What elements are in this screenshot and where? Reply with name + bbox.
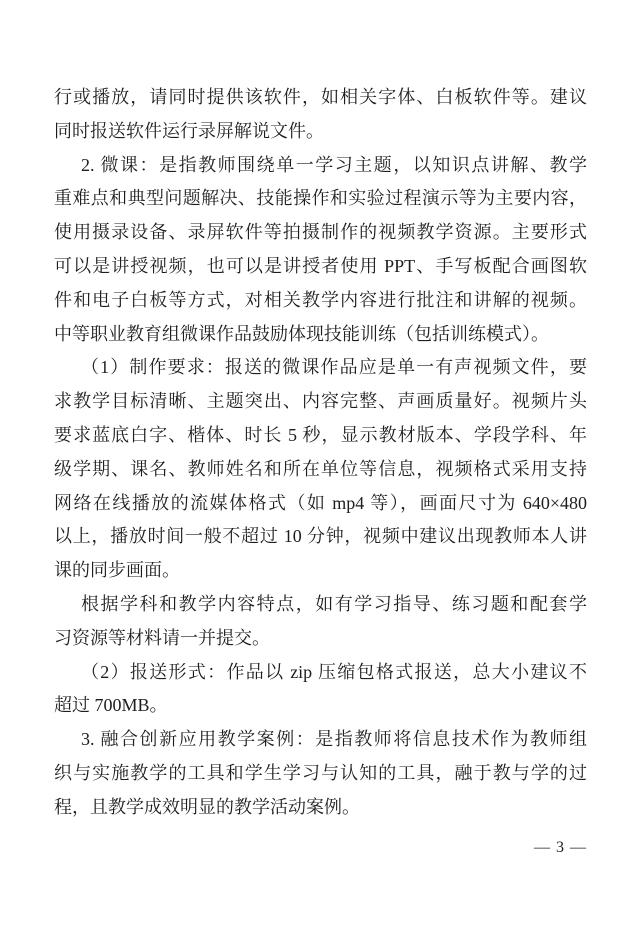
text-line: 件和电子白板等方式，对相关教学内容进行批注和讲解的视频。 [54, 289, 587, 310]
text-line: （1）制作要求：报送的微课作品应是单一有声视频文件，要 [81, 357, 587, 378]
text-line: 2. 微课：是指教师围绕单一学习主题，以知识点讲解、教学 [81, 154, 587, 175]
text-line: 级学期、课名、教师姓名和所在单位等信息，视频格式采用支持 [54, 458, 587, 479]
text-line: 课的同步画面。 [54, 560, 180, 581]
text-line: 习资源等材料请一并提交。 [54, 627, 270, 648]
text-line: 织与实施教学的工具和学生学习与认知的工具，融于教与学的过 [54, 762, 587, 783]
text-line: 以上，播放时间一般不超过 10 分钟，视频中建议出现教师本人讲 [54, 526, 587, 547]
text-line: 根据学科和教学内容特点，如有学习指导、练习题和配套学 [81, 593, 587, 614]
text-line: 使用摄录设备、录屏软件等拍摄制作的视频教学资源。主要形式 [54, 222, 587, 243]
text-line: 求教学目标清晰、主题突出、内容完整、声画质量好。视频片头 [54, 391, 587, 412]
text-line: 网络在线播放的流媒体格式（如 mp4 等），画面尺寸为 640×480 [54, 492, 587, 513]
text-line: 重难点和典型问题解决、技能操作和实验过程演示等为主要内容， [54, 188, 587, 209]
text-line: 可以是讲授视频，也可以是讲授者使用 PPT、手写板配合画图软 [54, 255, 587, 276]
text-line: （2）报送形式：作品以 zip 压缩包格式报送，总大小建议不 [81, 661, 587, 682]
text-line: 程，且教学成效明显的教学活动案例。 [54, 796, 360, 817]
text-line: 要求蓝底白字、楷体、时长 5 秒，显示教材版本、学段学科、年 [54, 424, 587, 445]
text-line: 3. 融合创新应用教学案例：是指教师将信息技术作为教师组 [81, 729, 587, 750]
page-number: — 3 — [534, 839, 587, 856]
text-line: 同时报送软件运行录屏解说文件。 [54, 120, 324, 141]
text-line: 超过 700MB。 [54, 695, 168, 716]
text-body [54, 81, 587, 825]
text-line: 行或播放，请同时提供该软件，如相关字体、白板软件等。建议 [54, 87, 587, 107]
text-line: 中等职业教育组微课作品鼓励体现技能训练（包括训练模式）。 [54, 323, 549, 344]
